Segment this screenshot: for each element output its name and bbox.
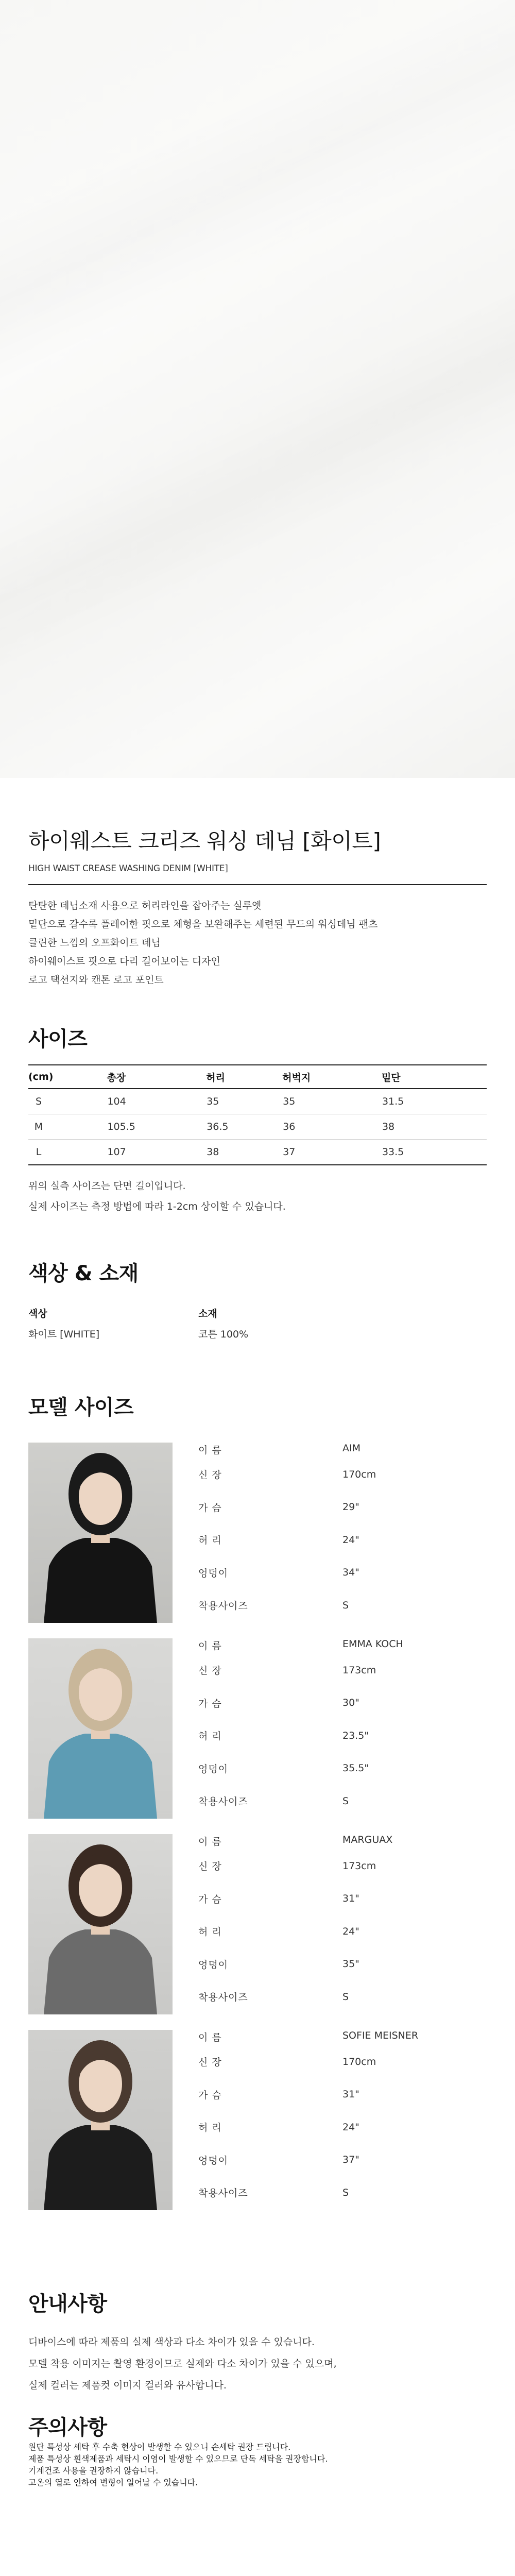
note-line: 기계건조 사용을 권장하지 않습니다. (28, 2466, 159, 2476)
table-cell: 107 (107, 1140, 206, 1165)
table-cell: 37 (282, 1140, 382, 1165)
model-figure (28, 1638, 173, 1819)
note-line: 제품 특성상 흰색제품과 세탁시 이염이 발생할 수 있으므로 단독 세탁을 권장합니다. (28, 2454, 328, 2464)
material-grid (28, 1306, 487, 1341)
model-attr-row (198, 1458, 487, 1491)
section-heading: 주의사항 (28, 2416, 107, 2439)
product-title: 하이웨스트 크리즈 워싱 데님 [화이트] (28, 828, 381, 854)
size-section (28, 1023, 487, 1217)
table-row (28, 1140, 487, 1165)
note-line: 실제 컬러는 제품컷 이미지 컬러와 유사합니다. (28, 2380, 227, 2391)
attr-value: MARGUAX (342, 1834, 393, 1845)
attr-value: 30" (342, 1697, 359, 1709)
model-attr-row (198, 2176, 487, 2209)
attr-label: 허 리 (198, 2122, 222, 2134)
attr-value: 31" (342, 2089, 359, 2100)
attr-value: EMMA KOCH (342, 1638, 403, 1650)
attr-value: 24" (342, 1534, 359, 1546)
model-attr-row (198, 1719, 487, 1752)
note-line: 고온의 열로 인하여 변형이 일어날 수 있습니다. (28, 2478, 198, 2487)
attr-value: 23.5" (342, 1730, 369, 1741)
description-line: 탄탄한 데님소재 사용으로 허리라인을 잡아주는 실루엣 (28, 900, 262, 911)
model-figure (28, 1443, 173, 1623)
table-cell: 38 (382, 1114, 487, 1140)
table-cell: 36 (282, 1114, 382, 1140)
table-cell: 33.5 (382, 1140, 487, 1165)
attr-label: 신 장 (198, 1861, 222, 1873)
attr-value: S (342, 2187, 349, 2198)
guide-notes (28, 2331, 487, 2396)
size-table (28, 1064, 487, 1165)
model-attr-row (198, 1850, 487, 1883)
attr-label: 착용사이즈 (198, 2188, 248, 2199)
model-attr-row (198, 1491, 487, 1524)
model-attr-row (198, 1523, 487, 1556)
material-section (28, 1257, 487, 1341)
product-subtitle: HIGH WAIST CREASE WASHING DENIM [WHITE] (28, 863, 228, 874)
model-photo (28, 1443, 173, 1623)
note-line: 실제 사이즈는 측정 방법에 따라 1-2cm 상이할 수 있습니다. (28, 1201, 286, 1212)
model-card (28, 2030, 487, 2210)
model-photo (28, 1834, 173, 2014)
model-photo (28, 2030, 173, 2210)
model-attr-row (198, 1638, 487, 1654)
model-card (28, 1443, 487, 1623)
section-heading: 사이즈 (28, 1027, 88, 1051)
description-line: 로고 택션지와 캔톤 로고 포인트 (28, 974, 164, 986)
model-section (28, 1391, 487, 2199)
model-card (28, 1638, 487, 1819)
attr-label: 이 름 (198, 2032, 222, 2043)
section-heading: 모델 사이즈 (28, 1396, 134, 1419)
attr-value: 35.5" (342, 1762, 369, 1774)
attr-label: 엉덩이 (198, 1567, 229, 1579)
table-cell: 31.5 (382, 1089, 487, 1114)
note-line: 원단 특성상 세탁 후 수축 현상이 발생할 수 있으니 손세탁 권장 드립니다. (28, 2442, 291, 2452)
attr-label: 이 름 (198, 1640, 222, 1652)
color-value: 화이트 [WHITE] (28, 1329, 100, 1340)
column-header: 밑단 (382, 1065, 487, 1089)
table-header-row (28, 1065, 487, 1089)
model-attributes (198, 1638, 487, 1818)
attr-value: S (342, 1795, 349, 1807)
model-attr-row (198, 2078, 487, 2111)
column-header: 허리 (206, 1065, 282, 1089)
model-card (28, 1834, 487, 2014)
material-value: 코튼 100% (198, 1329, 249, 1340)
table-cell: 105.5 (107, 1114, 206, 1140)
attr-label: 가 슴 (198, 1502, 222, 1514)
section-heading: 안내사항 (28, 2292, 107, 2316)
product-description (28, 896, 487, 989)
caution-notes (28, 2441, 487, 2488)
attr-label: 가 슴 (198, 1893, 222, 1905)
attr-value: 24" (342, 2121, 359, 2133)
description-line: 클린한 느낌의 오프화이트 데님 (28, 937, 161, 948)
attr-value: AIM (342, 1443, 360, 1454)
product-detail-image (0, 0, 515, 778)
model-attr-row (198, 2045, 487, 2078)
attr-label: 이 름 (198, 1445, 222, 1456)
model-photo (28, 1638, 173, 1819)
table-row (28, 1114, 487, 1140)
model-attr-row (198, 1443, 487, 1458)
divider (28, 884, 487, 885)
attr-label: 착용사이즈 (198, 1600, 248, 1612)
attr-value: S (342, 1991, 349, 2003)
model-attr-row (198, 2030, 487, 2045)
note-line: 모델 착용 이미지는 촬영 환경이므로 실제와 다소 차이가 있을 수 있으며, (28, 2358, 337, 2369)
model-attributes (198, 1443, 487, 1622)
attr-value: 29" (342, 1501, 359, 1513)
table-cell: S (35, 1096, 42, 1107)
attr-label: 엉덩이 (198, 2155, 229, 2166)
model-attr-row (198, 1883, 487, 1916)
guide-section (28, 2287, 487, 2396)
model-attr-row (198, 2144, 487, 2177)
description-line: 하이웨이스트 핏으로 다리 길어보이는 디자인 (28, 956, 220, 967)
material-label: 소재 (198, 1308, 217, 1319)
attr-value: 37" (342, 2154, 359, 2166)
table-row (28, 1089, 487, 1114)
attr-value: 173cm (342, 1860, 376, 1872)
model-figure (28, 2030, 173, 2210)
attr-label: 신 장 (198, 1665, 222, 1677)
color-label: 색상 (28, 1308, 47, 1319)
product-title-block (28, 824, 487, 885)
column-header: 총장 (107, 1065, 206, 1089)
model-attr-row (198, 1687, 487, 1720)
column-header: 허벅지 (282, 1065, 382, 1089)
attr-value: 34" (342, 1567, 359, 1579)
model-attr-row (198, 1980, 487, 2013)
attr-label: 엉덩이 (198, 1763, 229, 1775)
attr-value: 24" (342, 1925, 359, 1937)
model-attr-row (198, 1556, 487, 1589)
attr-value: 173cm (342, 1664, 376, 1676)
model-attr-row (198, 1948, 487, 1981)
attr-label: 허 리 (198, 1926, 222, 1938)
attr-value: 170cm (342, 2056, 376, 2067)
model-attr-row (198, 1752, 487, 1785)
attr-value: 35" (342, 1958, 359, 1970)
note-line: 디바이스에 따라 제품의 실제 색상과 다소 차이가 있을 수 있습니다. (28, 2336, 315, 2348)
attr-value: 31" (342, 1893, 359, 1905)
attr-label: 가 슴 (198, 2089, 222, 2101)
model-attr-row (198, 1915, 487, 1948)
description-line: 밑단으로 갈수록 플레어한 핏으로 체형을 보완해주는 세련된 무드의 워싱데님 팬츠 (28, 919, 378, 930)
attr-label: 엉덩이 (198, 1959, 229, 1971)
attr-label: 신 장 (198, 2057, 222, 2069)
size-notes (28, 1176, 487, 1217)
note-line: 위의 실측 사이즈는 단면 길이입니다. (28, 1180, 186, 1192)
attr-value: S (342, 1599, 349, 1611)
table-cell: 35 (206, 1089, 282, 1114)
attr-label: 허 리 (198, 1731, 222, 1742)
attr-label: 신 장 (198, 1469, 222, 1481)
model-attr-row (198, 1834, 487, 1850)
model-figure (28, 1834, 173, 2014)
model-attr-row (198, 1654, 487, 1687)
attr-label: 착용사이즈 (198, 1992, 248, 2004)
caution-section (28, 2411, 487, 2488)
column-header: (cm) (28, 1071, 54, 1082)
model-attr-row (198, 2111, 487, 2144)
table-cell: 38 (206, 1140, 282, 1165)
attr-label: 착용사이즈 (198, 1796, 248, 1808)
model-attr-row (198, 1785, 487, 1818)
table-cell: L (36, 1146, 42, 1158)
model-attr-row (198, 1589, 487, 1622)
attr-label: 이 름 (198, 1836, 222, 1848)
model-attributes (198, 1834, 487, 2013)
table-cell: 36.5 (206, 1114, 282, 1140)
attr-label: 허 리 (198, 1535, 222, 1547)
model-attributes (198, 2030, 487, 2209)
attr-label: 가 슴 (198, 1698, 222, 1709)
attr-value: 170cm (342, 1468, 376, 1480)
table-cell: 35 (282, 1089, 382, 1114)
table-cell: 104 (107, 1089, 206, 1114)
attr-value: SOFIE MEISNER (342, 2030, 419, 2041)
section-heading: 색상 & 소재 (28, 1262, 139, 1285)
table-cell: M (34, 1121, 43, 1132)
